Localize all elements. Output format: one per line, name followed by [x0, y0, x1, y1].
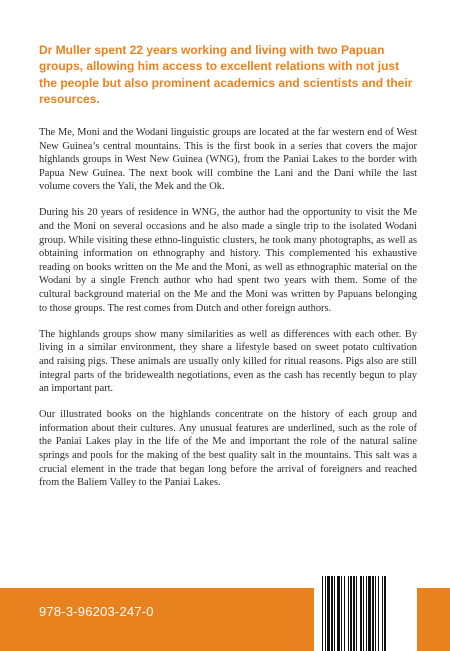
paragraph: Our illustrated books on the highlands concentrate on the history of each group and information about their cultures. Any unusual features are underlined, such as the role of the Paniai Lakes play in the life of the Me and important the role of the natural saline springs and pools for the making of the best quality salt in the mountains. This salt was a crucial element in the trade that began long before the arrival of foreigners and reached from the Baliem Valley to the Paniai Lakes. [39, 409, 417, 489]
paragraph: The Me, Moni and the Wodani linguistic groups are located at the far western end of West New Guinea’s central mountains. This is the first book in a series that covers the major highlands groups in West New Guinea (WNG), from the Paniai Lakes to the border with Papua New Guinea. The next book will combine the Lani and the Dani while the last volume covers the Yali, the Mek and the Ok. [39, 127, 417, 193]
barcode-icon [321, 576, 410, 651]
description-text [39, 126, 417, 502]
barcode [314, 568, 417, 651]
paragraph: The highlands groups show many similarities as well as differences with each other. By living in a similar environment, they share a lifestyle based on sweet potato cultivation and raising pigs. These animals are usually only killed for ritual reasons. Pigs also are still integral parts of the bridewealth negotiations, even as the cash has recently begun to play an important part. [39, 328, 417, 395]
lead-blurb: Dr Muller spent 22 years working and living with two Papuan groups, allowing him access to excellent relations with not just the people but also prominent academics and scientists and their resources. [39, 43, 413, 107]
isbn-number: 978-3-96203-247-0 [39, 604, 154, 619]
paragraph: During his 20 years of residence in WNG, the author had the opportunity to visit the Me and the Moni on several occasions and he also made a single trip to the isolated Wodani group. While visiting these ethno-linguistic clusters, he took many photographs, as well as obtaining information on ethnography and history. This complemented his exhaustive reading on books written on the Me and the Moni, as well as ethnographic material on the Wodani by a single French author who had spent two years with them. Some of the cultural background material on the Me and the Moni was written by Papuans belonging to those groups. The rest comes from Dutch and other foreign authors. [39, 207, 417, 314]
